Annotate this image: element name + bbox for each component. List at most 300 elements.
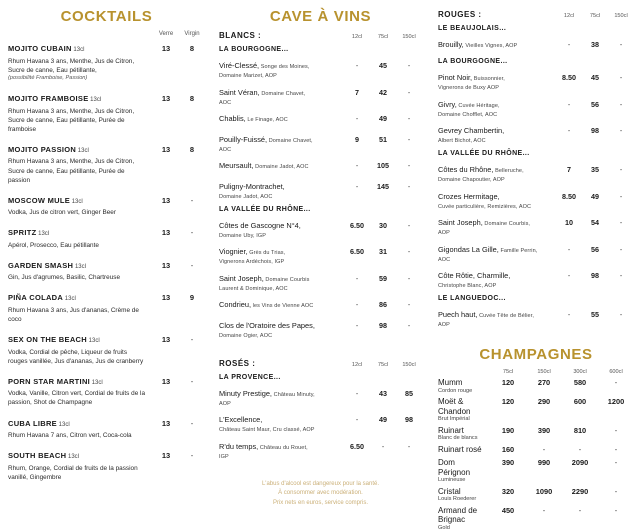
wine-price-12cl: - [567, 246, 571, 254]
wine-name: Clos de l'Oratoire des Papes, [219, 320, 315, 330]
champagne-cuvee: Blanc de blancs [438, 435, 478, 442]
cocktail-price-virgin: - [190, 260, 194, 270]
wine-name-line [219, 176, 341, 194]
champagnes-header-75cl: 75cl [502, 369, 514, 375]
wine-row [219, 155, 422, 173]
wine-price-12cl: - [355, 302, 359, 309]
champagne-price-75cl: 120 [501, 397, 515, 407]
wine-name-line [219, 383, 341, 401]
wine-name-line [438, 67, 553, 85]
rouges-label: ROUGES : [438, 10, 482, 19]
cocktail-volume: 13cl [56, 421, 70, 428]
wine-producer-sub: Laurent & Dominique, AOC [219, 285, 288, 292]
wine-price-75cl: 49 [379, 415, 387, 424]
wine-group-title: LA BOURGOGNE... [438, 58, 508, 65]
wine-name: Saint Joseph, [219, 273, 264, 283]
wine-name: Chablis, [219, 114, 246, 123]
wine-row [219, 129, 422, 153]
wine-info [438, 159, 556, 183]
champagne-price-300cl: - [578, 505, 582, 515]
cocktail-description: Vodka, Vanille, Citron vert, Cordial de fruits de la passion, Shot de Champagne [8, 390, 145, 407]
wine-info [219, 108, 344, 126]
wine-producer-sub: AOC [438, 256, 451, 263]
champagne-name: Mumm [438, 378, 463, 387]
champagne-cuvee: Gold [438, 524, 450, 531]
wine-price-150cl: - [619, 75, 623, 82]
wine-price-150cl: - [619, 193, 623, 201]
champagne-price-600cl: - [614, 425, 618, 435]
cocktail-item [8, 88, 205, 134]
wine-price-12cl: - [355, 322, 359, 330]
wine-producer-inline: Domaine Jadot, AOC [253, 164, 309, 170]
cocktail-volume: 13cl [88, 97, 102, 104]
wine-info [219, 294, 344, 312]
blancs-header-150cl: 150cl [402, 34, 416, 40]
wine-price-150cl: - [619, 42, 623, 49]
cocktails-title: COCKTAILS [60, 8, 153, 25]
champagne-price-600cl: - [614, 457, 618, 467]
wine-info [438, 239, 556, 263]
cocktail-name: MOJITO CUBAIN [8, 44, 72, 53]
wine-price-150cl: - [407, 116, 411, 123]
champagne-price-75cl: 190 [501, 425, 515, 435]
wine-producer-sub: Vignerons de Buxy AOP [438, 85, 500, 91]
wine-info [219, 215, 344, 239]
wine-producer-inline: Buissonnier, [472, 76, 505, 82]
cave-a-vins-column [215, 0, 430, 507]
champagne-price-600cl: - [614, 505, 618, 515]
wine-name: Côtes du Rhône, [438, 165, 494, 174]
cocktail-volume: 13cl [71, 47, 85, 53]
cocktail-price-verre: 13 [161, 293, 171, 303]
cocktail-name: MOJITO PASSION [8, 144, 77, 154]
champagne-cuvee: Lumineuse [438, 477, 466, 484]
wine-info [438, 67, 556, 91]
wine-price-12cl: 7 [567, 165, 571, 174]
cocktail-price-virgin: - [190, 228, 194, 238]
champagne-row [438, 458, 634, 483]
cocktail-title-row [8, 413, 205, 431]
cocktail-volume: 13cl [63, 296, 76, 303]
wine-price-12cl: 8.50 [562, 191, 576, 201]
champagne-row [438, 426, 634, 442]
wine-row [219, 241, 422, 265]
cocktail-name-block [8, 371, 153, 389]
cocktail-volume: 13cl [76, 147, 89, 154]
cocktails-header-virgin: Virgin [184, 31, 200, 37]
cocktail-item [8, 445, 205, 482]
wine-price-75cl: 54 [591, 218, 599, 227]
cocktail-title-row [8, 139, 205, 157]
wine-name-line [219, 294, 341, 312]
champagne-price-75cl: 320 [501, 486, 515, 496]
wine-info [438, 34, 556, 52]
wine-name-line [438, 120, 553, 138]
roses-header-row [219, 359, 422, 368]
wine-producer-sub: AOP [438, 322, 450, 328]
cocktail-name: PORN STAR MARTINI [8, 376, 91, 386]
wine-price-12cl: 6.50 [350, 220, 364, 230]
wine-price-150cl: - [619, 220, 623, 227]
wine-price-12cl: - [567, 101, 571, 109]
wine-producer-sub: AOP [438, 230, 450, 236]
wine-row [438, 304, 634, 328]
cocktail-price-virgin: - [190, 418, 194, 428]
wine-info [219, 129, 344, 153]
wine-name: Brouilly, [438, 40, 464, 49]
wine-price-75cl: 31 [379, 247, 387, 256]
wine-name-line [219, 241, 341, 259]
wine-info [438, 212, 556, 236]
wine-name: Givry, [438, 99, 457, 109]
wine-price-12cl: 7 [355, 87, 359, 97]
wine-info [219, 315, 344, 339]
cocktails-column [0, 0, 215, 481]
wine-name: Saint Véran, [219, 87, 260, 97]
wine-name: Viognier, [219, 247, 248, 256]
wine-name-line [438, 239, 553, 257]
wine-price-75cl: 38 [591, 40, 599, 49]
wine-name: Condrieu, [219, 300, 252, 309]
blancs-groups [219, 46, 422, 339]
wine-price-12cl: 8.50 [562, 73, 576, 82]
wine-price-75cl: 86 [379, 300, 387, 309]
wine-price-150cl: - [619, 128, 623, 135]
cocktail-description: Rhum Havana 3 ans, Menthe, Jus de Citron, Sucre de canne, Eau pétillante, [8, 57, 135, 74]
wine-price-75cl: 30 [379, 220, 387, 230]
cocktails-column-headers [8, 31, 205, 37]
wine-group-title: LA BOURGOGNE... [219, 46, 289, 53]
champagne-price-300cl: - [578, 444, 582, 454]
wine-producer-sub: Vignerons Ardéchois, IGP [219, 259, 285, 265]
wine-name: Pinot Noir, [438, 73, 473, 82]
wine-producer-sub: Domaine Ogier, AOC [219, 332, 273, 339]
wine-producer-sub: Cuvée particulière, Remizières, AOC [438, 203, 532, 210]
wine-price-150cl: - [407, 136, 411, 144]
cocktail-item [8, 190, 205, 218]
wine-producer-sub: Château Saint Maur, Cru classé, AOP [219, 427, 315, 433]
wine-name-line [438, 212, 553, 230]
wine-price-150cl: - [407, 183, 411, 191]
champagne-name: Armand de Brignac [438, 505, 478, 525]
cocktail-name-block [8, 413, 153, 431]
rouges-header-12cl: 12cl [563, 13, 575, 19]
roses-header-75cl: 75cl [377, 361, 389, 368]
cocktail-price-verre: 13 [161, 451, 171, 461]
wine-name: Puligny-Montrachet, [219, 181, 285, 191]
cocktail-name-block [8, 287, 153, 305]
blancs-header-75cl: 75cl [377, 34, 389, 40]
wine-price-12cl: 6.50 [350, 247, 364, 256]
wine-price-150cl: 98 [405, 415, 413, 424]
champagnes-column-headers [438, 369, 634, 375]
wine-row [438, 265, 634, 289]
wine-producer-sub: Domaine Uby, IGP [219, 232, 267, 239]
wine-info [438, 94, 556, 118]
wine-price-75cl: 98 [379, 320, 387, 330]
cocktails-header-verre: Verre [158, 31, 174, 37]
cocktail-price-verre: 13 [161, 335, 171, 345]
wine-price-150cl: - [407, 322, 411, 330]
wine-producer-inline: Vieilles Vignes, AOP [463, 43, 518, 49]
champagne-info [438, 487, 490, 503]
wine-info [219, 176, 344, 200]
wine-price-75cl: 145 [377, 181, 389, 191]
cocktail-description: Vodka, Jus de citron vert, Ginger Beer [8, 209, 116, 217]
champagne-price-150cl: - [542, 505, 546, 515]
rouges-header-row [438, 10, 634, 19]
rouges-header-75cl: 75cl [589, 13, 601, 19]
champagne-name: Ruinart rosé [438, 444, 482, 454]
wine-price-75cl: 98 [591, 271, 599, 280]
cocktail-name-block [8, 255, 153, 273]
wine-producer-inline: Domaine Chavet, [267, 137, 313, 144]
champagne-cuvee: Brut Impérial [438, 416, 470, 423]
wine-row [438, 67, 634, 91]
wine-price-75cl: 45 [379, 61, 387, 70]
cocktail-item [8, 38, 205, 83]
wine-producer-inline: Grès du Trias, [247, 250, 286, 256]
champagne-info [438, 458, 490, 483]
cocktail-volume: 13cl [66, 454, 79, 461]
wine-row [219, 383, 422, 407]
wine-name-line [219, 409, 341, 427]
wine-price-12cl: - [355, 183, 359, 191]
champagne-name: Moët & Chandon [438, 397, 471, 416]
wine-name-line [219, 82, 341, 100]
champagnes-title: CHAMPAGNES [479, 346, 593, 363]
cocktail-price-virgin: - [190, 451, 194, 461]
wine-info [219, 409, 344, 433]
cocktail-name: CUBA LIBRE [8, 418, 57, 428]
wine-group-title: LA VALLÉE DU RHÔNE... [438, 150, 530, 157]
champagnes-list [438, 378, 634, 531]
champagne-row [438, 487, 634, 503]
cocktail-price-virgin: 8 [189, 44, 195, 53]
wine-price-12cl: 6.50 [350, 441, 364, 451]
rouges-groups [438, 25, 634, 328]
wine-name: Puech haut, [438, 310, 478, 319]
wine-info [438, 186, 556, 210]
wine-price-12cl: - [355, 63, 359, 70]
wine-price-150cl: - [407, 89, 411, 97]
cocktail-item [8, 329, 205, 366]
wine-price-150cl: - [407, 302, 411, 309]
blancs-header-row [219, 31, 422, 40]
cocktail-price-verre: 13 [161, 144, 171, 154]
wine-price-12cl: - [567, 273, 571, 280]
cocktail-price-virgin: 8 [189, 144, 195, 154]
wine-name: Côtes de Gascogne N°4, [219, 220, 301, 230]
cocktail-volume: 13cl [36, 231, 50, 238]
champagne-row [438, 506, 634, 531]
rouges-header-150cl: 150cl [614, 13, 628, 19]
wine-row [438, 186, 634, 210]
wine-price-75cl: 55 [591, 310, 599, 319]
cocktails-list [8, 38, 205, 482]
wine-price-12cl: 10 [565, 218, 573, 227]
cocktail-name: SOUTH BEACH [8, 451, 67, 461]
wine-producer-inline: Le Finage, AOC [245, 117, 288, 123]
champagnes-header-300cl: 300cl [573, 369, 587, 375]
champagne-row [438, 378, 634, 394]
wine-row [438, 239, 634, 263]
wine-name-line [219, 108, 341, 126]
cocktail-price-verre: 13 [161, 195, 171, 205]
wine-producer-sub: AOP [219, 400, 231, 407]
champagne-name: Dom Pérignon [438, 457, 471, 477]
roses-header-12cl: 12cl [351, 361, 363, 368]
wine-price-150cl: - [407, 63, 411, 70]
wine-name-line [219, 155, 341, 173]
wine-name: Crozes Hermitage, [438, 191, 500, 201]
cocktail-name-block [8, 445, 153, 463]
wine-producer-inline: Cuvée Héritage, [456, 102, 500, 109]
champagne-price-150cl: 290 [537, 397, 551, 407]
wine-producer-sub: AOC [219, 146, 232, 153]
wine-price-75cl: 56 [591, 244, 599, 254]
wine-row [219, 82, 422, 106]
cocktail-title-row [8, 88, 205, 106]
cocktail-title-row [8, 371, 205, 389]
wine-producer-sub: Domaine Jadot, AOC [219, 193, 273, 200]
cocktail-volume: 13cl [90, 379, 103, 386]
cocktail-item [8, 413, 205, 441]
cocktail-name: SPRITZ [8, 228, 37, 238]
cocktail-name: MOJITO FRAMBOISE [8, 94, 89, 104]
cocktail-title-row [8, 329, 205, 347]
cocktail-note: (possibilité Framboise, Passion) [8, 75, 88, 82]
wine-row [219, 294, 422, 312]
wine-row [438, 94, 634, 118]
cocktail-item [8, 222, 205, 250]
cocktail-description: Gin, Jus d'agrumes, Basilic, Chartreuse [8, 274, 121, 282]
disclaimer-line: L'abus d'alcool est dangereux pour la santé. [261, 480, 380, 487]
wine-info [219, 268, 344, 292]
champagne-price-300cl: 2090 [571, 457, 589, 467]
wine-producer-sub: Albert Bichot, AOC [438, 138, 486, 144]
cocktail-volume: 13cl [86, 338, 100, 345]
cocktail-price-verre: 13 [161, 376, 171, 386]
wine-name-line [219, 436, 341, 454]
wine-info [438, 265, 556, 289]
cocktail-name-block [8, 38, 153, 56]
wine-name: L'Excellence, [219, 415, 263, 424]
wine-price-12cl: - [355, 390, 359, 398]
wine-info [219, 436, 344, 460]
wine-group-title: LE LANGUEDOC... [438, 295, 506, 302]
wine-info [219, 383, 344, 407]
champagne-cuvee: Cordon rouge [438, 387, 473, 394]
champagne-price-75cl: 450 [501, 505, 515, 515]
wine-row [438, 120, 634, 144]
wine-row [219, 409, 422, 433]
wine-price-150cl: - [407, 275, 411, 283]
champagne-name: Ruinart [438, 425, 464, 435]
wine-name-line [438, 186, 553, 204]
champagne-price-75cl: 160 [501, 444, 515, 454]
cocktail-name-block [8, 88, 153, 106]
wine-producer-inline: Château Minuty, [272, 391, 315, 398]
wine-price-75cl: 59 [379, 273, 387, 283]
cocktail-title-row [8, 222, 205, 240]
wine-price-12cl: - [355, 275, 359, 283]
champagne-info [438, 426, 490, 442]
wine-price-12cl: - [355, 163, 359, 170]
champagnes-header-600cl: 600cl [609, 369, 623, 375]
wine-name-line [219, 268, 341, 286]
roses-label: ROSÉS : [219, 358, 256, 368]
wine-producer-sub: IGP [219, 453, 229, 460]
cocktail-price-virgin: - [190, 195, 194, 205]
cocktail-item [8, 255, 205, 283]
wine-price-75cl: 42 [379, 87, 387, 97]
cocktail-description: Rhum, Orange, Cordial de fruits de la passion vanillé, Gingembre [8, 464, 138, 481]
wine-price-12cl: 9 [355, 134, 359, 144]
wine-name-line [438, 34, 553, 52]
champagne-info [438, 378, 490, 394]
wine-row [219, 315, 422, 339]
wine-row [219, 55, 422, 79]
champagne-row [438, 397, 634, 422]
champagne-price-300cl: 580 [573, 378, 587, 387]
wine-name-line [438, 304, 553, 322]
wine-info [219, 241, 344, 265]
wine-price-75cl: 51 [379, 134, 387, 144]
cocktail-price-virgin: 9 [189, 293, 195, 303]
wine-price-150cl: 85 [405, 388, 413, 398]
champagne-price-600cl: - [614, 486, 618, 496]
cocktail-description: Apérol, Prosecco, Eau pétillante [8, 241, 99, 249]
cocktail-price-virgin: - [190, 335, 194, 345]
cocktail-title-row [8, 190, 205, 208]
wine-price-75cl: 105 [377, 161, 389, 170]
champagne-price-300cl: 810 [573, 425, 587, 435]
wine-row [438, 159, 634, 183]
wine-producer-inline: Domaine Courbis [263, 276, 310, 283]
champagne-info [438, 445, 490, 455]
cocktail-description: Rhum Havana 3 ans, Jus d'ananas, Crème de coco [8, 306, 139, 324]
wine-producer-sub: Domaine Chapoutier, AOP [438, 177, 505, 183]
wine-producer-inline: Domaine Chavet, [259, 90, 306, 97]
wine-name-line [438, 265, 553, 283]
wine-price-12cl: - [567, 128, 571, 135]
champagne-price-75cl: 120 [501, 378, 515, 387]
champagne-info [438, 397, 490, 422]
blancs-header-12cl: 12cl [351, 34, 363, 40]
wine-name-line [219, 55, 341, 73]
cocktail-description: Rhum Havana 7 ans, Citron vert, Coca-cola [8, 432, 132, 440]
wine-name: Gigondas La Gille, [438, 244, 499, 254]
cocktail-item [8, 287, 205, 324]
roses-header-150cl: 150cl [402, 361, 416, 368]
wine-info [219, 82, 344, 106]
cocktail-description: Vodka, Cordial de pêche, Liqueur de fruits rouges vanillée, Jus d'ananas, Jus de cranberry [8, 348, 144, 365]
cocktail-description: Rhum Havana 3 ans, Menthe, Jus de Citron, Sucre de canne, Eau pétillante, Purée de framboise [8, 107, 135, 133]
cocktail-volume: 13cl [70, 198, 83, 205]
wine-price-12cl: - [355, 417, 359, 424]
wine-producer-inline: Famille Perrin, [498, 247, 538, 254]
cocktail-price-verre: 13 [161, 260, 171, 270]
cocktail-item [8, 371, 205, 408]
cocktail-description: Rhum Havana 3 ans, Menthe, Jus de Citron, Sucre de canne, Eau pétillante, Purée de passion [8, 158, 135, 184]
champagne-price-300cl: 600 [573, 397, 587, 407]
wine-price-12cl: - [567, 312, 571, 319]
champagne-info [438, 506, 490, 531]
cocktail-name: PIÑA COLADA [8, 293, 64, 303]
cocktail-name-block [8, 329, 153, 347]
wine-name: Viré-Clessé, [219, 61, 260, 70]
